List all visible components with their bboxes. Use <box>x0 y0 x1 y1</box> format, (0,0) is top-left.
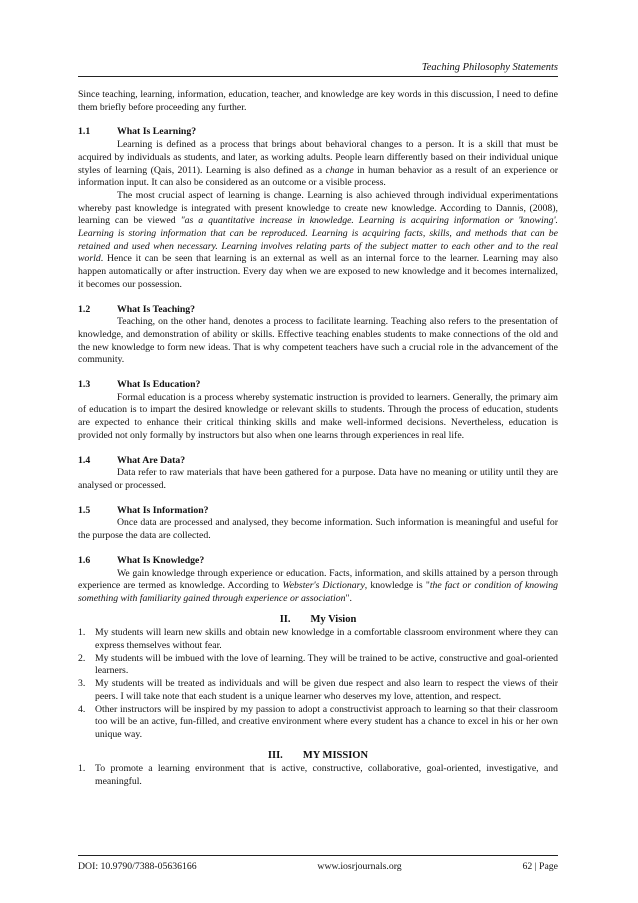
text-run: , knowledge is " <box>364 580 430 592</box>
teaching-paragraph: Teaching, on the other hand, denotes a process to facilitate learning. Teaching also refers to the presentation of knowledge, and demonstration of ability or skills. Effective teaching enables students to make connections of the old and the new knowledge to form new ideas. That is why competent teachers have such a crucial role in the advancement of the community. <box>78 316 558 366</box>
section-title: MY MISSION <box>302 749 369 761</box>
italic-run: change <box>325 164 354 176</box>
section-1-4-heading <box>78 455 558 468</box>
list-item <box>78 627 558 652</box>
mission-heading <box>78 750 558 763</box>
mission-list <box>78 763 558 788</box>
list-number: 2. <box>78 652 86 664</box>
data-paragraph: Data refer to raw materials that have been gathered for a purpose. Data have no meaning or utility until they are analysed or processed. <box>78 467 558 491</box>
list-text: To promote a learning environment that is active, constructive, collaborative, goal-oriented, investigative, and meaningful. <box>95 763 558 788</box>
footer-website: www.iosrjournals.org <box>317 861 402 872</box>
section-title: My Vision <box>310 613 357 625</box>
text-run: The most crucial aspect of learning is change. Learning is also achieved through individual experimentations whereby past knowledge is integrated with present knowledge to create new knowledge. According to Dannis, (2008), learning can be viewed <box>78 189 558 227</box>
section-roman-numeral: II. <box>279 613 291 625</box>
text-run: Learning is defined as a process that brings about behavioral changes to a person. It is a skill that must be acquired by individuals as students, and later, as working adults. People learn differently based on their individual unique styles of learning (Qais, 2011). Learning is also defined as a <box>78 139 558 176</box>
list-item <box>78 704 558 742</box>
list-item <box>78 763 558 788</box>
section-1-3-heading <box>78 379 558 392</box>
section-1-6-heading <box>78 555 558 568</box>
learning-paragraph-1 <box>78 139 558 190</box>
knowledge-paragraph <box>78 568 558 606</box>
education-paragraph: Formal education is a process whereby systematic instruction is provided to learners. Generally, the primary aim of education is to impart the desired knowledge or relevant skills to students. Through the process of education, students are expected to enhance their critical thinking skills and make well-informed decisions. Nevertheless, education is provided not only formally by instructors but also when one learns through experiences in real life. <box>78 391 558 441</box>
italic-run: Webster's Dictionary <box>282 580 365 592</box>
section-roman-numeral: III. <box>267 749 283 761</box>
footer-doi: DOI: 10.9790/7388-05636166 <box>78 861 197 872</box>
section-1-1-heading <box>78 126 558 139</box>
body-content <box>78 89 558 789</box>
section-title: What Is Teaching? <box>117 303 196 315</box>
list-text: My students will be treated as individuals and will be given due respect and also learn to respect the views of their peers. I will take note that each student is a unique learner who deserves my love, attention, and respect. <box>95 678 558 702</box>
running-header <box>78 62 558 77</box>
information-paragraph: Once data are processed and analysed, they become information. Such information is meaningful and useful for the purpose the data are collected. <box>78 517 558 542</box>
section-1-2-heading <box>78 304 558 317</box>
section-title: What Is Education? <box>117 379 201 391</box>
section-title: What Is Learning? <box>117 126 197 138</box>
list-number: 1. <box>78 627 86 639</box>
text-run: in human behavior as a result of an experience or information input. It can also be considered as an outcome or a visible process. <box>78 164 558 189</box>
section-title: What Are Data? <box>117 454 186 466</box>
list-item <box>78 678 558 703</box>
intro-paragraph: Since teaching, learning, information, education, teacher, and knowledge are key words in this discussion, I need to define them briefly before proceeding any further. <box>78 89 558 113</box>
list-text: Other instructors will be inspired by my passion to adopt a constructivist approach to learning so that their classroom too will be an active, fun-filled, and creative environment where every student has a chance to excel in his or her own unique way. <box>95 703 558 740</box>
section-title: What Is Knowledge? <box>117 554 205 566</box>
text-run: We gain knowledge through experience or education. Facts, information, and skills attained by a person through experience are termed as knowledge. According to <box>78 567 558 592</box>
list-number: 1. <box>78 763 86 775</box>
running-title: Teaching Philosophy Statements <box>421 62 558 73</box>
section-number: 1.1 <box>78 126 91 138</box>
quote-run: "as a quantitative increase in knowledge. Learning is acquiring information or 'knowing'. Learning is storing information that can be reproduced. Learning is acquiring facts, skills, and methods that can be retained and used when necessary. Learning involves relating parts of the subject matter to each other and to the real world <box>78 215 558 265</box>
text-run: . Hence it can be seen that learning is an external as well as an internal force to the learner. Learning may also happen automatically or after instruction. Every day when we are exposed to new knowledge and it becomes internalized, it becomes our possession. <box>78 253 558 290</box>
section-number: 1.4 <box>78 454 91 466</box>
section-number: 1.5 <box>78 504 91 516</box>
section-number: 1.2 <box>78 303 91 315</box>
text-run: ". <box>345 592 352 604</box>
list-number: 4. <box>78 703 86 715</box>
page-footer <box>78 855 558 872</box>
list-number: 3. <box>78 678 86 690</box>
footer-page-number: 62 | Page <box>522 861 558 872</box>
vision-heading <box>78 614 558 627</box>
list-text: My students will learn new skills and obtain new knowledge in a comfortable classroom environment where they can express themselves without fear. <box>95 627 558 652</box>
learning-paragraph-2 <box>78 190 558 292</box>
section-number: 1.6 <box>78 554 91 566</box>
vision-list <box>78 627 558 741</box>
list-item <box>78 653 558 678</box>
section-number: 1.3 <box>78 379 91 391</box>
section-1-5-heading <box>78 505 558 518</box>
section-title: What Is Information? <box>117 504 209 516</box>
list-text: My students will be imbued with the love of learning. They will be trained to be active, constructive and goal-oriented learners. <box>95 652 558 677</box>
quote-run: the fact or condition of knowing something with familiarity gained through experience or association <box>78 580 559 604</box>
